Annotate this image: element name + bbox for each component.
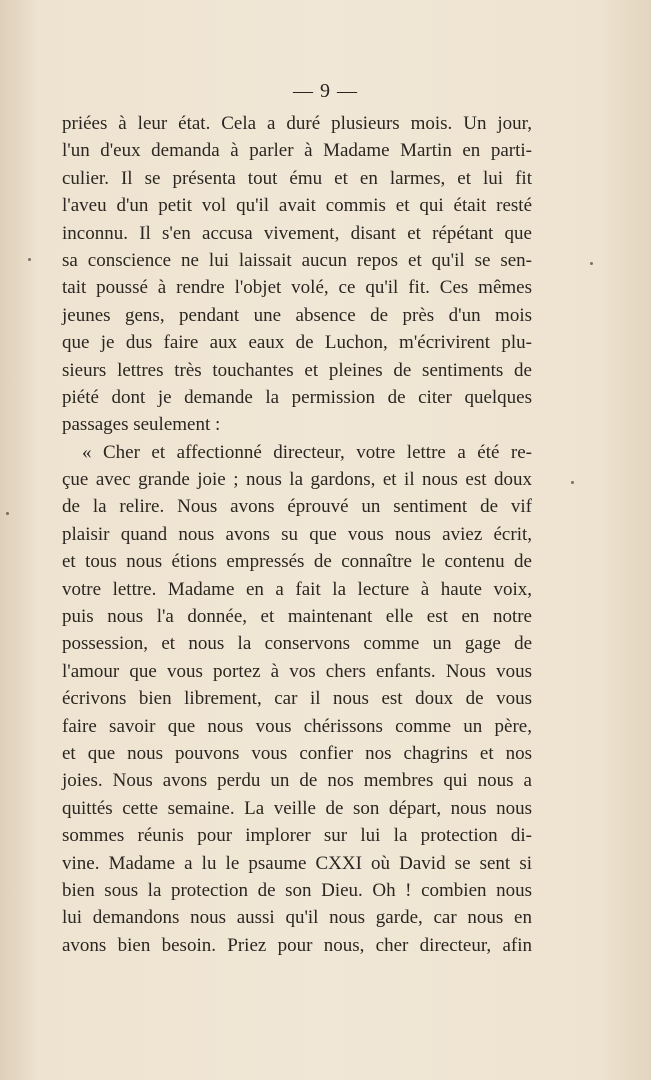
text-line: de la relire. Nous avons éprouvé un sentiment de vif [62, 496, 532, 518]
text-line: puis nous l'a donnée, et maintenant elle est en notre [62, 606, 532, 628]
text-line: bien sous la protection de son Dieu. Oh ! combien nous [62, 879, 532, 901]
text-line: sa conscience ne lui laissait aucun repos et qu'il se sen- [62, 249, 532, 271]
text-line: possession, et nous la conservons comme un gage de [62, 633, 532, 655]
text-line: sieurs lettres très touchantes et pleines de sentiments de [62, 359, 532, 381]
text-line: quittés cette semaine. La veille de son départ, nous nous [62, 797, 532, 819]
text-line: priées à leur état. Cela a duré plusieurs mois. Un jour, [62, 113, 532, 134]
text-line: et que nous pouvons vous confier nos chagrins et nos [62, 742, 532, 764]
text-line: plaisir quand nous avons su que vous nous aviez écrit, [62, 523, 532, 545]
text-line: piété dont je demande la permission de citer quelques [62, 386, 532, 408]
text-line: l'un d'eux demanda à parler à Madame Martin en parti- [62, 140, 532, 162]
text-line: tait poussé à rendre l'objet volé, ce qu'il fit. Ces mêmes [62, 277, 532, 299]
text-line: « Cher et affectionné directeur, votre lettre a été re- [82, 441, 532, 463]
text-line: passages seulement : [62, 414, 221, 436]
ink-spot [590, 262, 593, 265]
text-line: culier. Il se présenta tout ému et en larmes, et lui fit [62, 167, 532, 189]
text-line: inconnu. Il s'en accusa vivement, disant et répétant que [62, 222, 532, 244]
text-line: jeunes gens, pendant une absence de près d'un mois [62, 304, 532, 326]
ink-spot [571, 481, 574, 484]
text-line: l'aveu d'un petit vol qu'il avait commis et qui était resté [62, 195, 532, 217]
page-number: — 9 — [293, 80, 358, 102]
text-line: faire savoir que nous vous chérissons comme un père, [62, 715, 532, 737]
body-text [62, 110, 532, 959]
text-line: joies. Nous avons perdu un de nos membres qui nous a [62, 770, 532, 792]
text-line: vine. Madame a lu le psaume CXXI où David se sent si [62, 852, 532, 874]
ink-spot [6, 512, 9, 515]
text-line: sommes réunis pour implorer sur lui la protection di- [62, 825, 532, 847]
ink-spot [28, 258, 31, 261]
text-line: que je dus faire aux eaux de Luchon, m'écrivirent plu- [62, 332, 532, 354]
text-line: lui demandons nous aussi qu'il nous garde, car nous en [62, 907, 532, 929]
text-line: avons bien besoin. Priez pour nous, cher directeur, afin [62, 934, 532, 956]
text-line: et tous nous étions empressés de connaître le contenu de [62, 551, 532, 573]
text-line: votre lettre. Madame en a fait la lecture à haute voix, [62, 578, 532, 600]
text-line: l'amour que vous portez à vos chers enfants. Nous vous [62, 660, 532, 682]
text-line: écrivons bien librement, car il nous est doux de vous [62, 688, 532, 710]
text-line: çue avec grande joie ; nous la gardons, et il nous est doux [62, 469, 532, 491]
